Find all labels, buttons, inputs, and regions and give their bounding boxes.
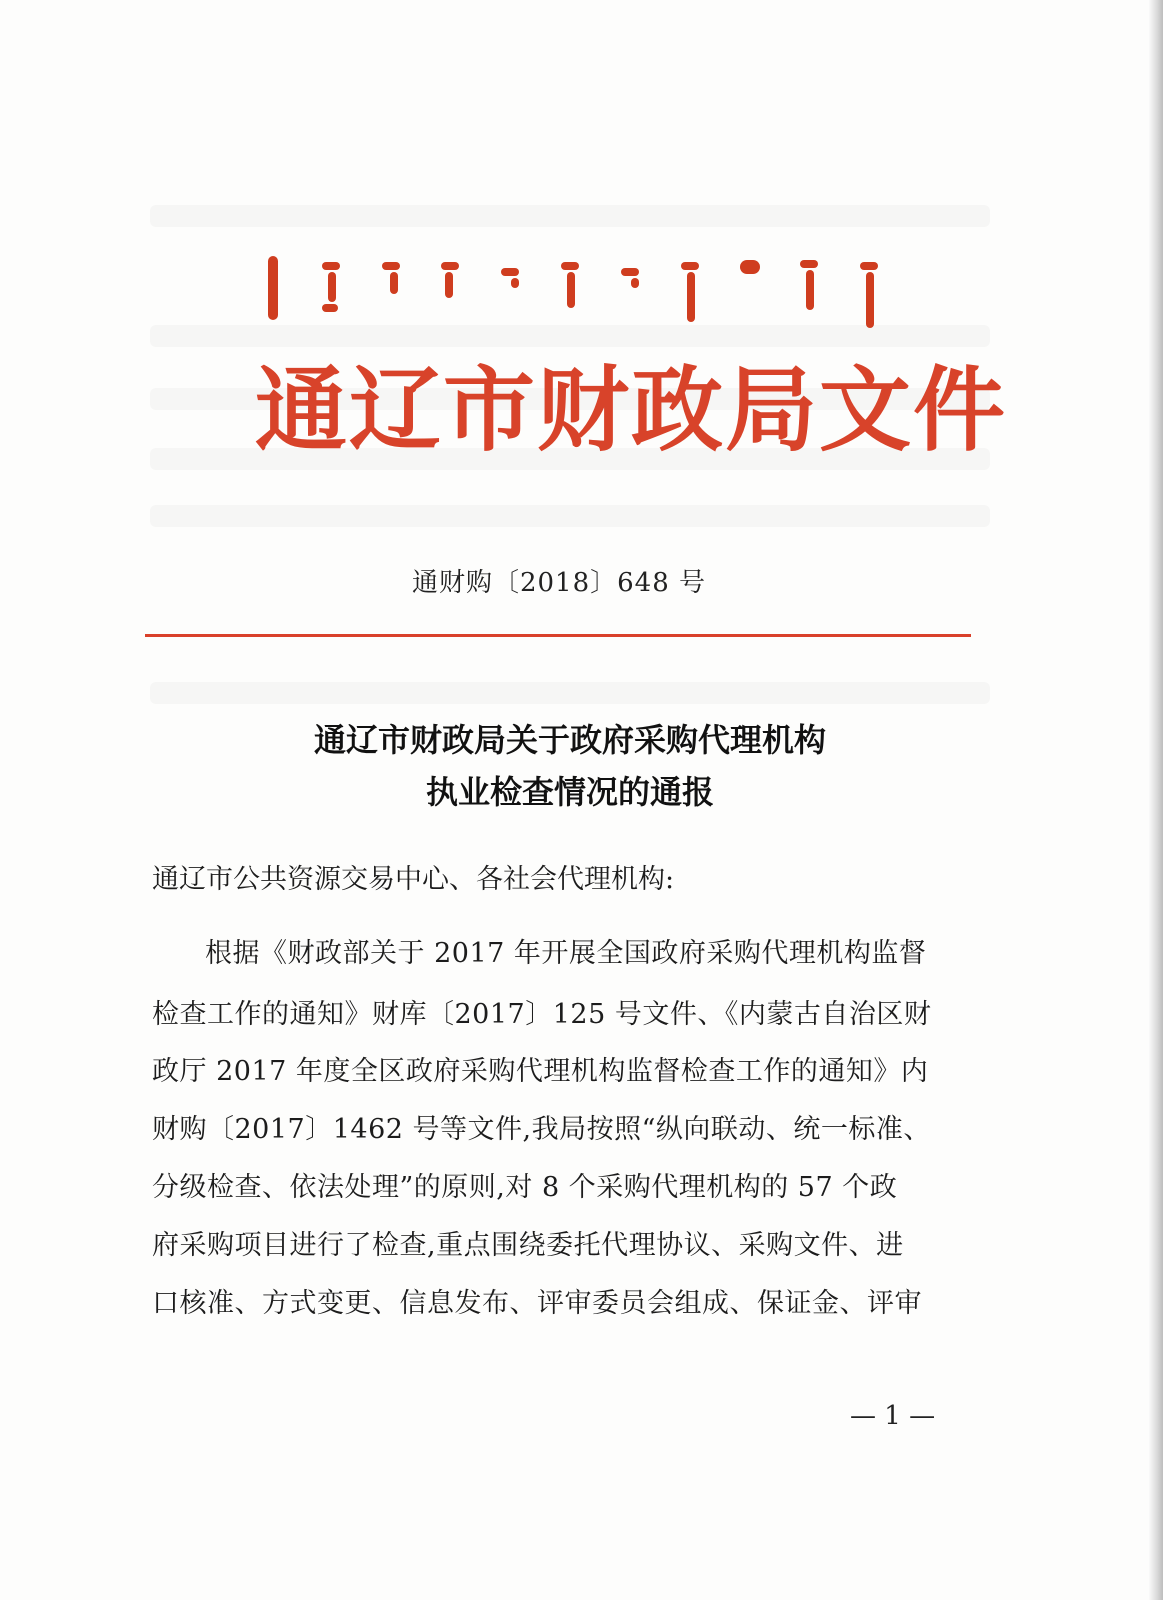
page-number: — 1 — [850, 1401, 936, 1431]
body-line: 根据《财政部关于 2017 年开展全国政府采购代理机构监督 [205, 938, 927, 969]
salutation: 通辽市公共资源交易中心、各社会代理机构: [152, 864, 675, 895]
bleed-through-line [150, 682, 990, 704]
red-divider-line [145, 634, 971, 637]
mongolian-glyph [441, 256, 463, 298]
body-line: 口核准、方式变更、信息发布、评审委员会组成、保证金、评审 [152, 1288, 922, 1319]
mongolian-heading-logo [262, 256, 882, 336]
mongolian-glyph [382, 256, 404, 294]
mongolian-glyph [800, 256, 822, 310]
body-line: 府采购项目进行了检查,重点围绕委托代理协议、采购文件、进 [152, 1230, 904, 1261]
document-number: 通财购〔2018〕648 号 [411, 568, 707, 598]
mongolian-glyph [322, 256, 344, 312]
mongolian-glyph [860, 256, 882, 328]
bleed-through-line [150, 205, 990, 227]
issuing-authority-title: 通辽市财政局文件 [255, 356, 1008, 464]
mongolian-glyph [681, 256, 703, 322]
mongolian-glyph [621, 256, 643, 288]
bleed-through-line [150, 505, 990, 527]
mongolian-glyph [740, 256, 762, 274]
scan-edge-shadow [1149, 0, 1163, 1600]
body-line: 政厅 2017 年度全区政府采购代理机构监督检查工作的通知》内 [152, 1056, 929, 1087]
mongolian-glyph [262, 256, 284, 320]
document-title-line-2: 执业检查情况的通报 [425, 773, 714, 811]
body-line: 分级检查、依法处理”的原则,对 8 个采购代理机构的 57 个政 [152, 1172, 898, 1203]
document-title-line-1: 通辽市财政局关于政府采购代理机构 [313, 721, 826, 759]
mongolian-glyph [561, 256, 583, 308]
mongolian-glyph [501, 256, 523, 288]
body-line: 财购〔2017〕1462 号等文件,我局按照“纵向联动、统一标准、 [152, 1114, 931, 1145]
body-line: 检查工作的通知》财库〔2017〕125 号文件、《内蒙古自治区财 [152, 999, 932, 1030]
